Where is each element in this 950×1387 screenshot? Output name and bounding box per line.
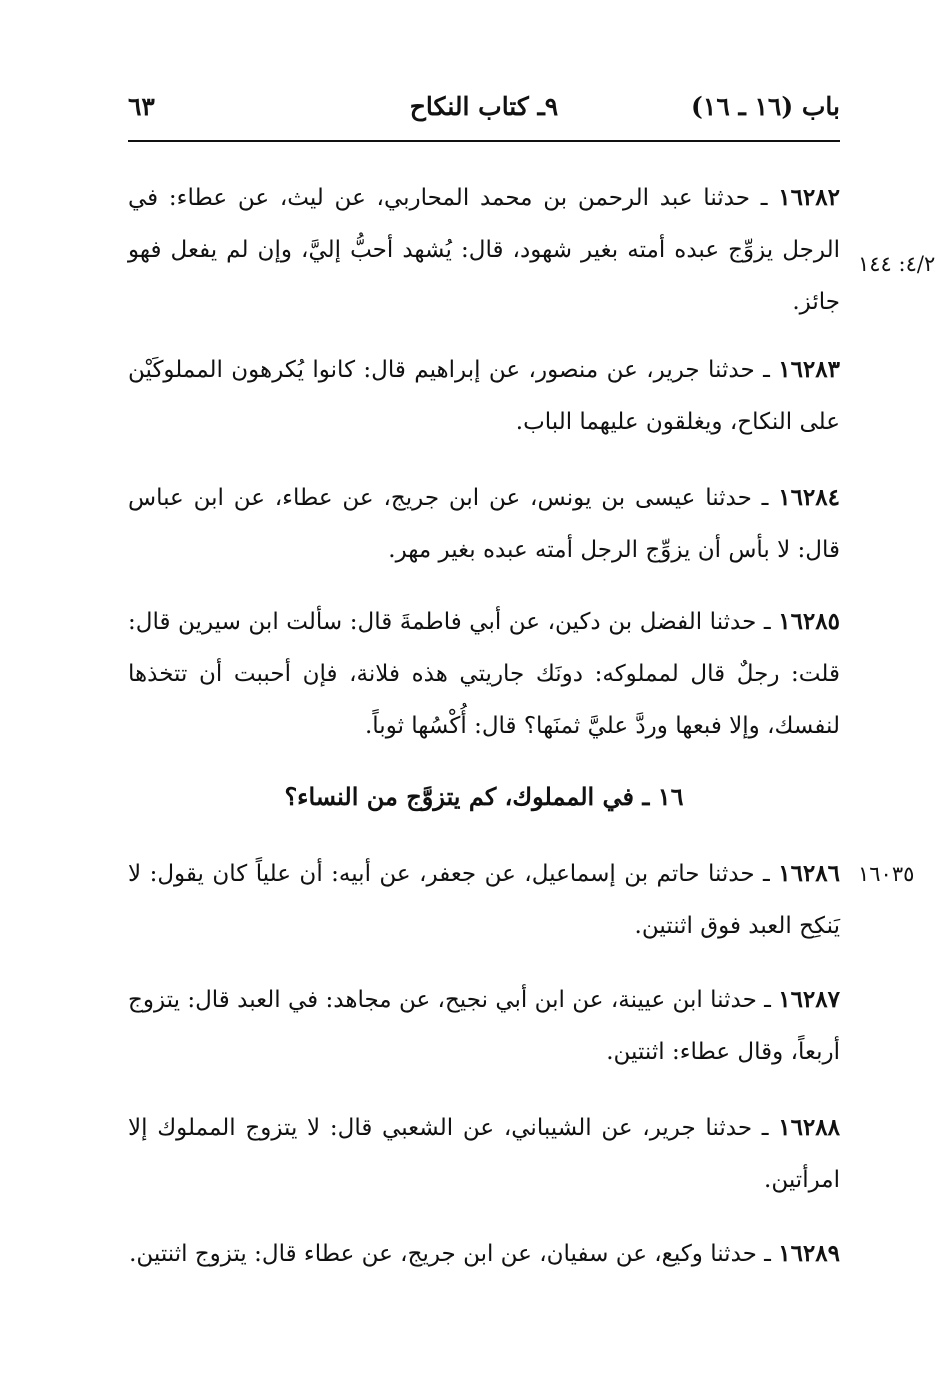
entry-number: ١٦٢٨٩ bbox=[778, 1240, 840, 1267]
entry-number: ١٦٢٨٨ bbox=[778, 1114, 840, 1141]
chapter-range: باب (١٦ ـ ١٦) bbox=[691, 92, 840, 121]
hadith-entry-16288 bbox=[128, 1102, 840, 1206]
hadith-entry-16284 bbox=[128, 472, 840, 576]
margin-reference: ١٦٠٣٥ bbox=[858, 862, 915, 886]
hadith-entry-16285 bbox=[128, 596, 840, 752]
entry-text: ـ حدثنا حاتم بن إسماعيل، عن جعفر، عن أبيه: أن علياً كان يقول: لا يَنكِح العبد فوق اثنتين. bbox=[128, 861, 840, 939]
header-divider bbox=[128, 140, 840, 142]
page-number: ٦٣ bbox=[128, 92, 155, 121]
running-header bbox=[128, 88, 840, 132]
hadith-entry-16287 bbox=[128, 974, 840, 1078]
entry-number: ١٦٢٨٥ bbox=[778, 608, 840, 635]
book-title: ٩ـ كتاب النكاح bbox=[409, 92, 559, 121]
hadith-entry-16289 bbox=[128, 1228, 840, 1280]
entry-text: ـ حدثنا عيسى بن يونس، عن ابن جريج، عن عطاء، عن ابن عباس قال: لا بأس أن يزوِّج الرجل أمته عبده بغير مهر. bbox=[128, 485, 840, 563]
entry-text: ـ حدثنا ابن عيينة، عن ابن أبي نجيح، عن مجاهد: في العبد قال: يتزوج أربعاً، وقال عطاء: اثنتين. bbox=[128, 987, 840, 1065]
entry-number: ١٦٢٨٦ bbox=[778, 860, 840, 887]
entry-text: ـ حدثنا وكيع، عن سفيان، عن ابن جريج، عن عطاء قال: يتزوج اثنتين. bbox=[129, 1241, 779, 1267]
entry-text: ـ حدثنا الفضل بن دكين، عن أبي فاطمةَ قال: سألت ابن سيرين قال: قلت: رجلٌ قال لمملوكه: دونَك جاريتي هذه فلانة، فإن أحببت أن تتخذها لنفسك، وإلا فبعها وردَّ عليَّ ثمنَها؟ قال: أُكْسُها ثوباً. bbox=[128, 609, 840, 739]
entry-number: ١٦٢٨٤ bbox=[778, 484, 840, 511]
entry-text: ـ حدثنا عبد الرحمن بن محمد المحاربي، عن ليث، عن عطاء: في الرجل يزوِّج عبده أمته بغير شهود، قال: يُشهد أحبُّ إليَّ، وإن لم يفعل فهو جائز. bbox=[128, 185, 840, 315]
hadith-entry-16282 bbox=[128, 172, 840, 328]
section-title: ١٦ ـ في المملوك، كم يتزوَّج من النساء؟ bbox=[284, 782, 684, 811]
entry-text: ـ حدثنا جرير، عن الشيباني، عن الشعبي قال: لا يتزوج المملوك إلا امرأتين. bbox=[128, 1115, 840, 1193]
entry-number: ١٦٢٨٧ bbox=[778, 986, 840, 1013]
entry-text: ـ حدثنا جرير، عن منصور، عن إبراهيم قال: كانوا يُكرهون المملوكَيْن على النكاح، ويغلقون عليهما الباب. bbox=[128, 357, 840, 435]
margin-reference: ٤/٢: ١٤٤ bbox=[858, 252, 936, 276]
hadith-entry-16286 bbox=[128, 848, 840, 952]
entry-number: ١٦٢٨٢ bbox=[778, 184, 840, 211]
hadith-entry-16283 bbox=[128, 344, 840, 448]
entry-number: ١٦٢٨٣ bbox=[778, 356, 840, 383]
